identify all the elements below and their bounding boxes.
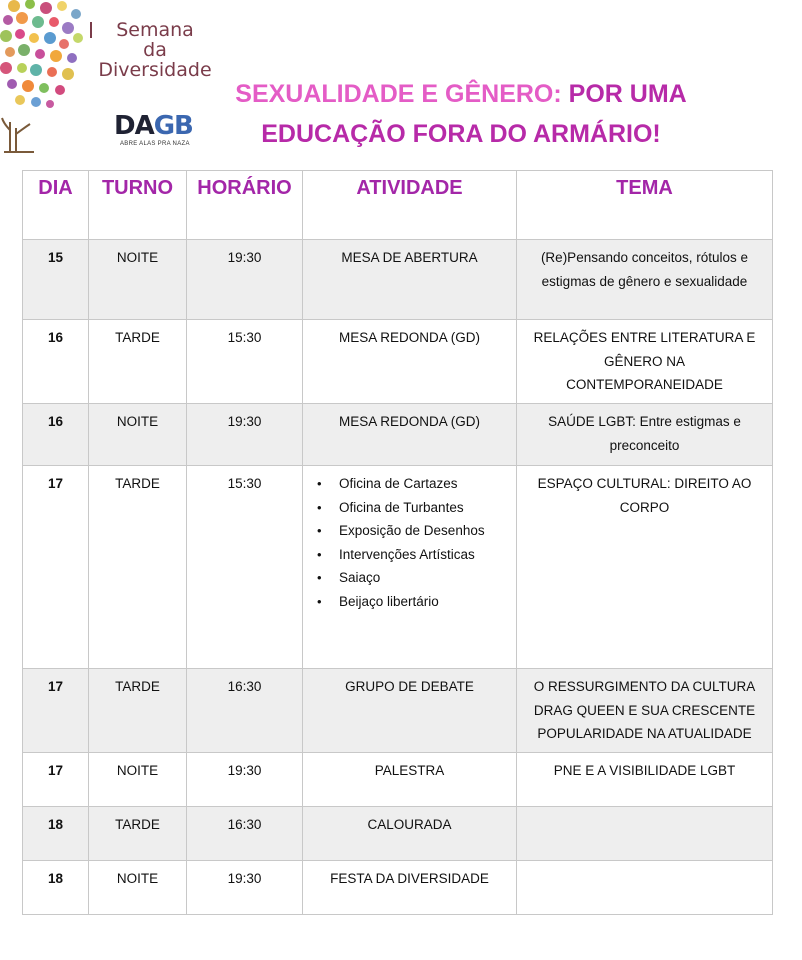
cell-turno: NOITE [89, 240, 187, 320]
cell-tema: (Re)Pensando conceitos, rótulos e estigmas de gênero e sexualidade [517, 240, 773, 320]
cell-dia: 17 [23, 466, 89, 669]
cell-dia: 16 [23, 320, 89, 404]
list-item: • Intervenções Artísticas [311, 543, 508, 567]
header-horario: HORÁRIO [187, 171, 303, 240]
header-dia: DIA [23, 171, 89, 240]
cell-dia: 15 [23, 240, 89, 320]
cell-turno: TARDE [89, 320, 187, 404]
title-part-3: EDUCAÇÃO FORA DO ARMÁRIO! [261, 120, 661, 148]
cell-horario: 19:30 [187, 861, 303, 915]
cell-atividade: MESA REDONDA (GD) [303, 404, 517, 466]
list-item: • Beijaço libertário [311, 590, 508, 614]
page-title [226, 74, 696, 154]
table-row [23, 240, 773, 320]
header-turno: TURNO [89, 171, 187, 240]
table-row [23, 404, 773, 466]
cell-horario: 16:30 [187, 669, 303, 753]
header-tema: TEMA [517, 171, 773, 240]
cell-turno: NOITE [89, 861, 187, 915]
cell-atividade: FESTA DA DIVERSIDADE [303, 861, 517, 915]
cell-horario: 19:30 [187, 753, 303, 807]
cell-atividade [303, 466, 517, 669]
cell-tema [517, 807, 773, 861]
cell-tema: RELAÇÕES ENTRE LITERATURA E GÊNERO NA CONTEMPORANEIDADE [517, 320, 773, 404]
cell-tema: SAÚDE LGBT: Entre estigmas e preconceito [517, 404, 773, 466]
cell-atividade: GRUPO DE DEBATE [303, 669, 517, 753]
cell-atividade: CALOURADA [303, 807, 517, 861]
dagb-logo [114, 112, 214, 154]
cell-horario: 16:30 [187, 807, 303, 861]
table-row [23, 753, 773, 807]
cell-dia: 18 [23, 807, 89, 861]
cell-atividade: PALESTRA [303, 753, 517, 807]
cell-turno: NOITE [89, 753, 187, 807]
cell-dia: 17 [23, 669, 89, 753]
logo-bar [90, 22, 92, 38]
list-item: • Saiaço [311, 566, 508, 590]
table-row [23, 669, 773, 753]
cell-horario: 19:30 [187, 240, 303, 320]
table-header-row [23, 171, 773, 240]
cell-dia: 17 [23, 753, 89, 807]
logo-line-1: Semana [116, 19, 194, 41]
cell-tema: ESPAÇO CULTURAL: DIREITO AO CORPO [517, 466, 773, 669]
activity-list [311, 472, 508, 613]
list-item: • Exposição de Desenhos [311, 519, 508, 543]
header-atividade: ATIVIDADE [303, 171, 517, 240]
table-row [23, 807, 773, 861]
table-row [23, 320, 773, 404]
cell-atividade: MESA DE ABERTURA [303, 240, 517, 320]
schedule-table [22, 170, 773, 915]
dagb-name-part1: DA [114, 111, 154, 141]
cell-turno: TARDE [89, 466, 187, 669]
title-part-2: POR UMA [568, 80, 687, 108]
cell-turno: TARDE [89, 669, 187, 753]
cell-tema: O RESSURGIMENTO DA CULTURA DRAG QUEEN E SUA CRESCENTE POPULARIDADE NA ATUALIDADE [517, 669, 773, 753]
event-logo-text [84, 20, 226, 80]
cell-turno: NOITE [89, 404, 187, 466]
cell-horario: 19:30 [187, 404, 303, 466]
list-item: • Oficina de Turbantes [311, 496, 508, 520]
cell-turno: TARDE [89, 807, 187, 861]
logo-line-3: Diversidade [98, 59, 212, 81]
cell-tema: PNE E A VISIBILIDADE LGBT [517, 753, 773, 807]
table-row [23, 466, 773, 669]
table-row [23, 861, 773, 915]
dagb-tagline: ABRE ALAS PRA NAZA [120, 141, 190, 147]
cell-tema [517, 861, 773, 915]
cell-atividade: MESA REDONDA (GD) [303, 320, 517, 404]
cell-dia: 18 [23, 861, 89, 915]
cell-horario: 15:30 [187, 466, 303, 669]
dagb-name-part2: GB [153, 111, 193, 141]
list-item: • Oficina de Cartazes [311, 472, 508, 496]
title-part-1: SEXUALIDADE E GÊNERO: [235, 80, 562, 108]
logo-line-2: da [143, 39, 167, 61]
cell-horario: 15:30 [187, 320, 303, 404]
cell-dia: 16 [23, 404, 89, 466]
diversity-tree-logo-icon [0, 0, 86, 158]
